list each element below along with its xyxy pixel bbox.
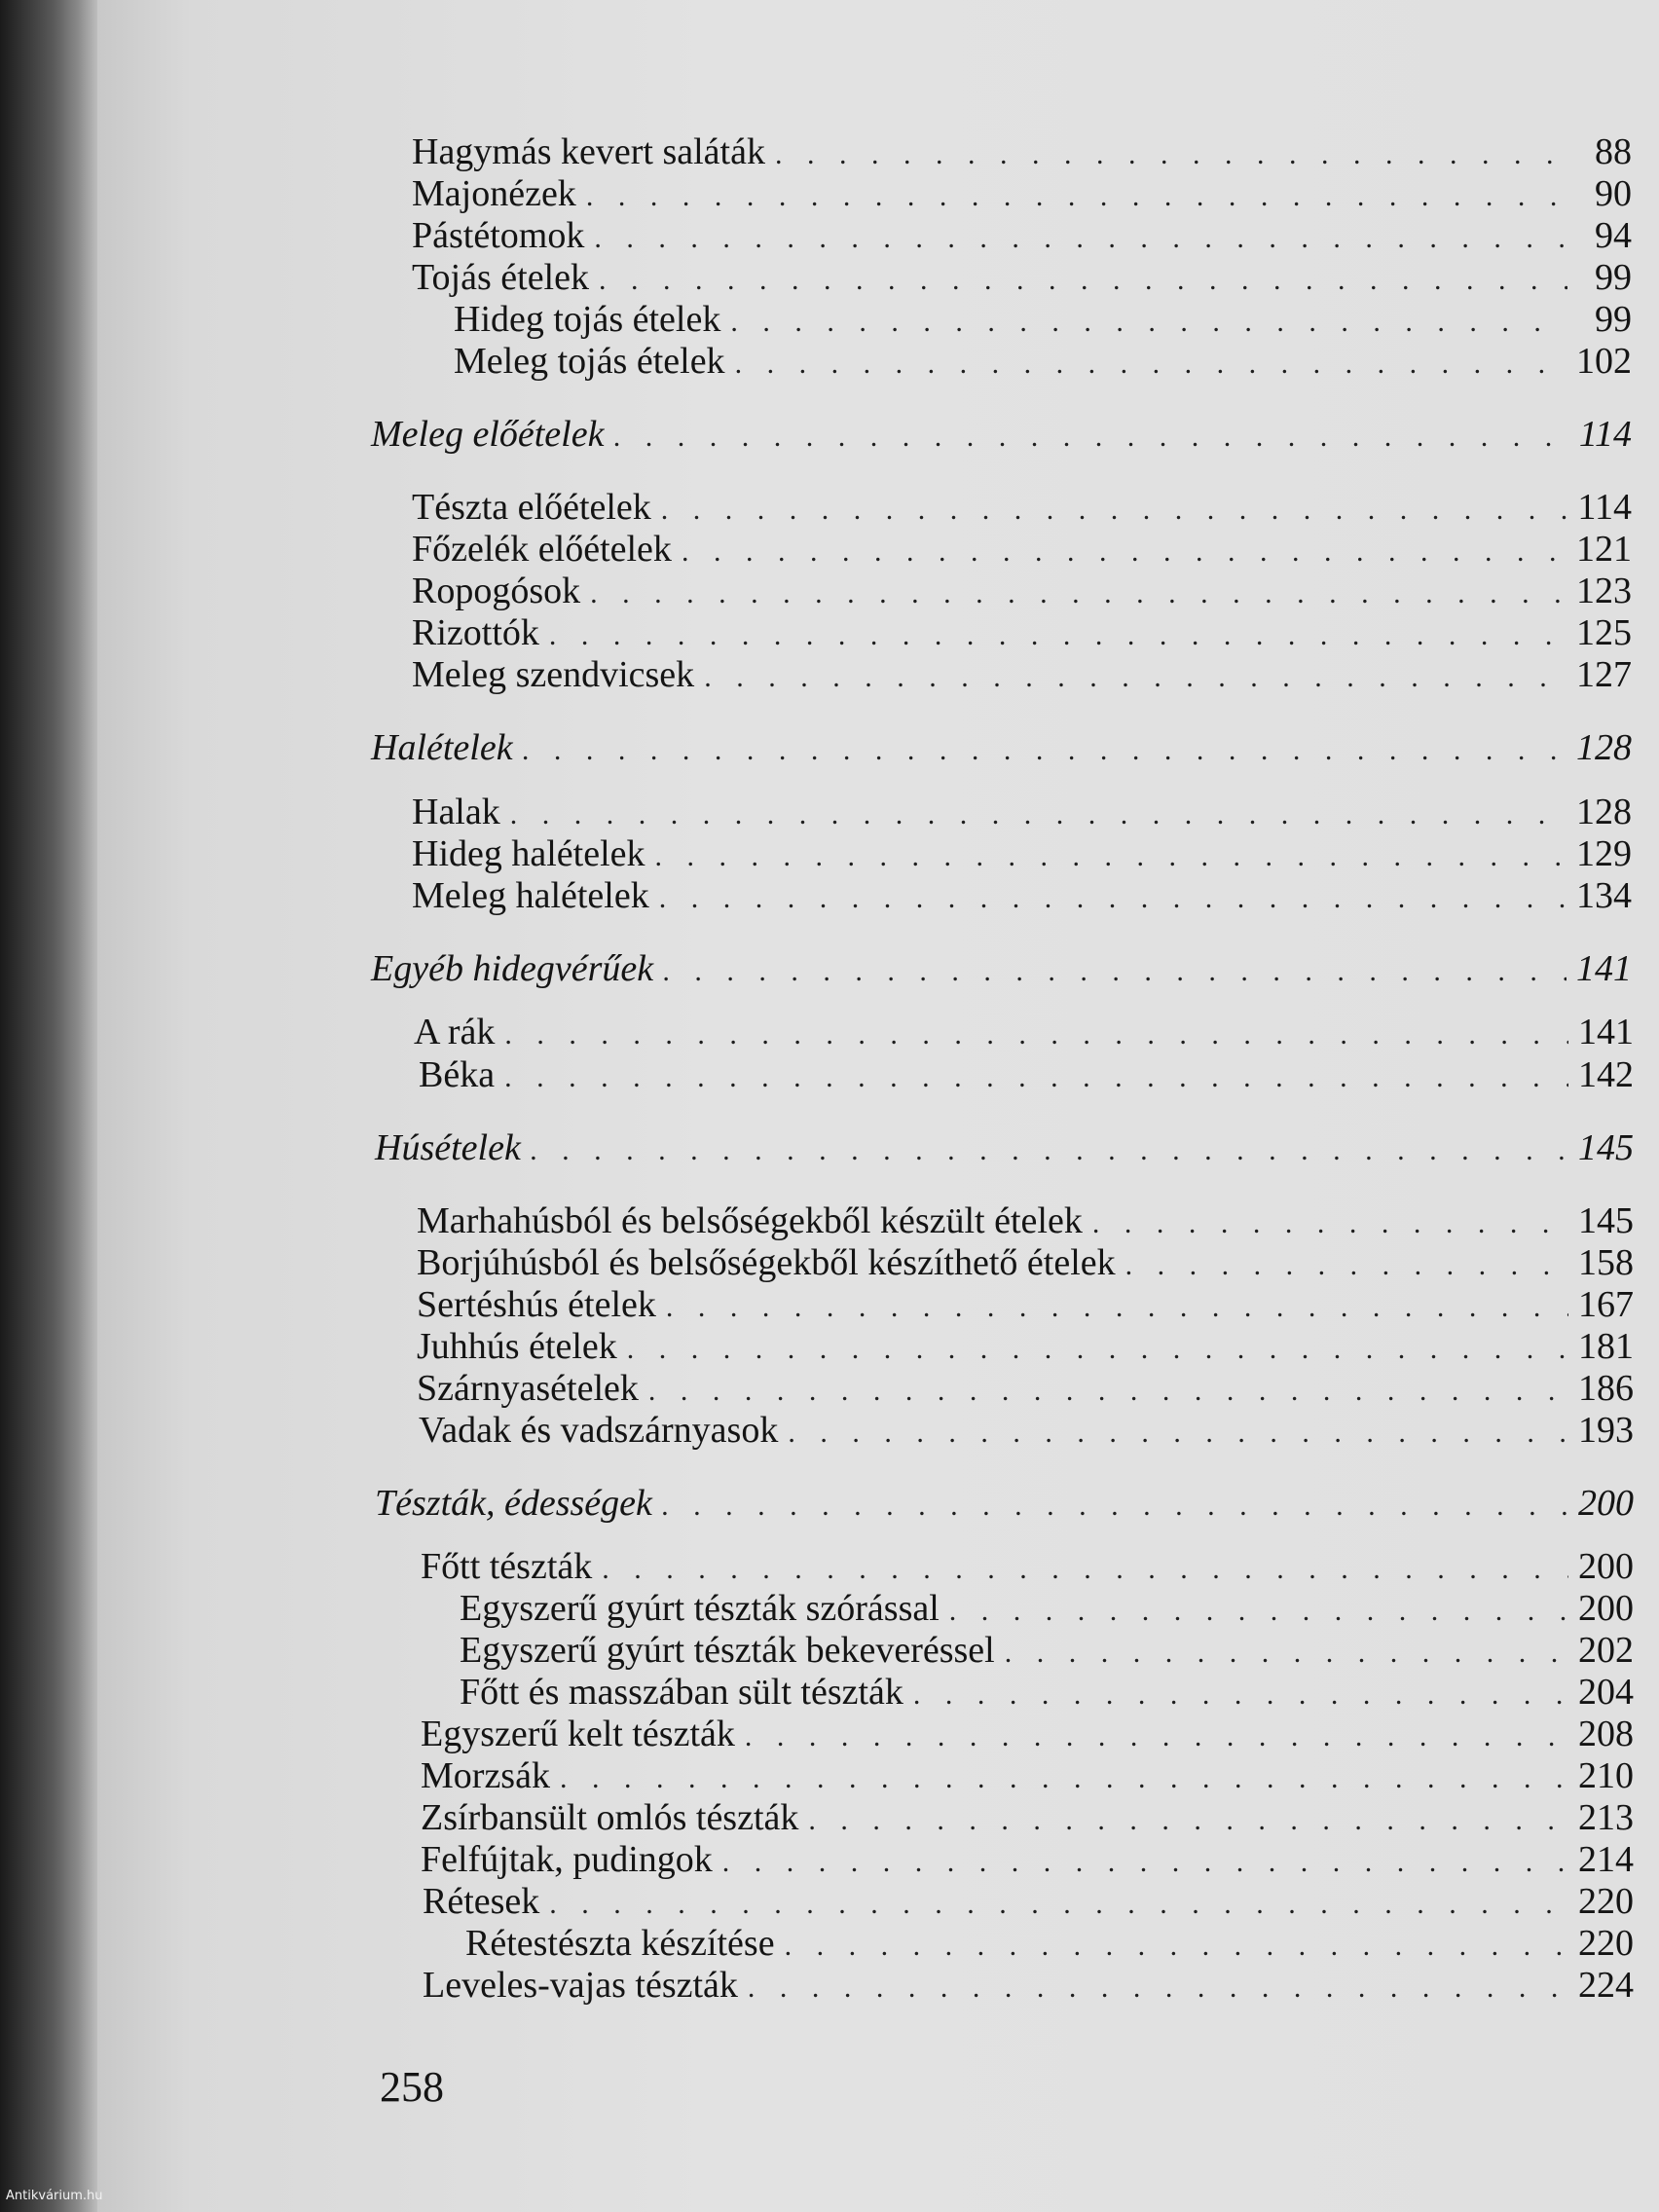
toc-entry bbox=[412, 835, 1632, 872]
toc-entry bbox=[454, 301, 1632, 338]
toc-entry-page: 127 bbox=[1576, 654, 1632, 695]
dot-leader bbox=[659, 884, 1567, 913]
toc-entry bbox=[412, 877, 1632, 914]
toc-entry bbox=[465, 1925, 1634, 1962]
toc-entry-title: Egyéb hidegvérűek bbox=[371, 948, 654, 989]
toc-entry-page: 158 bbox=[1578, 1242, 1634, 1283]
toc-section-heading bbox=[375, 1129, 1634, 1166]
toc-entry bbox=[423, 1883, 1634, 1920]
toc-entry-title: Hagymás kevert saláták bbox=[412, 131, 765, 172]
dot-leader bbox=[666, 1293, 1568, 1322]
toc-entry bbox=[412, 175, 1632, 212]
toc-entry-page: 200 bbox=[1578, 1546, 1634, 1587]
dot-leader bbox=[730, 308, 1567, 337]
dot-leader bbox=[748, 1973, 1568, 2003]
toc-entry-title: Ropogósok bbox=[412, 571, 581, 611]
toc-entry-title: Halak bbox=[412, 792, 500, 832]
page-number: 258 bbox=[380, 2063, 444, 2111]
watermark: Antikvárium.hu bbox=[6, 2189, 103, 2203]
dot-leader bbox=[613, 423, 1567, 452]
toc-entry-page: 114 bbox=[1577, 487, 1632, 528]
toc-entry-page: 224 bbox=[1578, 1965, 1634, 2006]
dot-leader bbox=[662, 1492, 1568, 1521]
dot-leader bbox=[523, 736, 1567, 765]
toc-entry-title: Meleg tojás ételek bbox=[454, 341, 725, 382]
toc-entry bbox=[417, 1370, 1634, 1407]
toc-entry bbox=[412, 217, 1632, 254]
toc-entry bbox=[417, 1286, 1634, 1323]
dot-leader bbox=[560, 1764, 1568, 1793]
dot-leader bbox=[682, 537, 1567, 567]
dot-leader bbox=[1092, 1209, 1568, 1238]
toc-entry bbox=[421, 1799, 1634, 1836]
toc-entry bbox=[412, 259, 1632, 296]
dot-leader bbox=[735, 350, 1567, 379]
dot-leader bbox=[663, 957, 1567, 986]
dot-leader bbox=[661, 496, 1567, 525]
toc-entry-title: Meleg szendvicsek bbox=[412, 654, 695, 695]
toc-entry-title: Főzelék előételek bbox=[412, 529, 672, 570]
toc-section-heading bbox=[371, 729, 1632, 766]
toc-entry bbox=[412, 572, 1632, 609]
toc-entry-page: 123 bbox=[1576, 571, 1632, 611]
toc-entry-page: 193 bbox=[1578, 1410, 1634, 1451]
toc-entry-title: Rétestészta készítése bbox=[465, 1923, 775, 1964]
toc-entry-title: Pástétomok bbox=[412, 215, 585, 256]
toc-entry-page: 102 bbox=[1576, 341, 1632, 382]
toc-entry bbox=[421, 1841, 1634, 1878]
toc-entry-title: Rétesek bbox=[423, 1881, 540, 1922]
toc-entry-page: 200 bbox=[1578, 1483, 1634, 1524]
dot-leader bbox=[586, 182, 1567, 211]
toc-entry-page: 186 bbox=[1578, 1368, 1634, 1409]
dot-leader bbox=[655, 842, 1567, 871]
toc-entry-page: 202 bbox=[1578, 1630, 1634, 1671]
toc-entry-title: Vadak és vadszárnyasok bbox=[419, 1410, 779, 1451]
toc-entry-title: Főtt tészták bbox=[421, 1546, 593, 1587]
toc-entry-title: Szárnyasételek bbox=[417, 1368, 639, 1409]
toc-entry-title: Béka bbox=[419, 1054, 496, 1095]
toc-entry-page: 128 bbox=[1576, 727, 1632, 768]
toc-entry-title: Tojás ételek bbox=[412, 257, 589, 298]
dot-leader bbox=[808, 1806, 1568, 1835]
dot-leader bbox=[599, 266, 1567, 295]
dot-leader bbox=[785, 1932, 1568, 1961]
toc-entry-page: 129 bbox=[1576, 833, 1632, 874]
toc-entry-title: Tészták, édességek bbox=[375, 1483, 652, 1524]
toc-entry bbox=[412, 133, 1632, 170]
toc-entry-title: A rák bbox=[414, 1012, 496, 1052]
toc-entry bbox=[417, 1244, 1634, 1281]
toc-entry-page: 214 bbox=[1578, 1839, 1634, 1880]
toc-entry bbox=[454, 343, 1632, 380]
toc-entry-page: 99 bbox=[1595, 257, 1632, 298]
dot-leader bbox=[788, 1419, 1568, 1448]
toc-entry bbox=[421, 1715, 1634, 1752]
toc-entry-page: 208 bbox=[1578, 1714, 1634, 1754]
toc-entry-title: Leveles-vajas tészták bbox=[423, 1965, 738, 2006]
dot-leader bbox=[594, 224, 1567, 253]
toc-entry bbox=[460, 1590, 1634, 1627]
toc-entry bbox=[419, 1056, 1634, 1093]
toc-entry-page: 125 bbox=[1576, 612, 1632, 653]
toc-entry bbox=[412, 531, 1632, 568]
toc-entry-page: 121 bbox=[1576, 529, 1632, 570]
toc-entry-page: 142 bbox=[1578, 1054, 1634, 1095]
toc-entry-page: 88 bbox=[1595, 131, 1632, 172]
dot-leader bbox=[549, 1890, 1568, 1919]
toc-entry-title: Meleg halételek bbox=[412, 875, 649, 916]
toc-entry-page: 134 bbox=[1576, 875, 1632, 916]
toc-entry-page: 145 bbox=[1578, 1200, 1634, 1241]
toc-section-heading bbox=[375, 1485, 1634, 1522]
toc-entry bbox=[460, 1674, 1634, 1711]
toc-entry-title: Egyszerű gyúrt tészták bekeveréssel bbox=[460, 1630, 995, 1671]
toc-entry-title: Borjúhúsból és belsőségekből készíthető ételek bbox=[417, 1242, 1116, 1283]
toc-entry bbox=[423, 1967, 1634, 2004]
dot-leader bbox=[745, 1722, 1568, 1751]
toc-entry-title: Morzsák bbox=[421, 1755, 550, 1796]
toc-entry-page: 114 bbox=[1578, 414, 1632, 455]
dot-leader bbox=[510, 800, 1567, 830]
dot-leader bbox=[648, 1377, 1568, 1406]
toc-entry-page: 99 bbox=[1595, 299, 1632, 340]
toc-entry-title: Egyszerű kelt tészták bbox=[421, 1714, 735, 1754]
toc-entry-title: Marhahúsból és belsőségekből készült ételek bbox=[417, 1200, 1083, 1241]
dot-leader bbox=[531, 1136, 1568, 1165]
toc-entry-page: 204 bbox=[1578, 1672, 1634, 1713]
toc-entry-page: 141 bbox=[1578, 1012, 1634, 1052]
dot-leader bbox=[602, 1555, 1568, 1584]
toc-entry bbox=[412, 489, 1632, 526]
dot-leader bbox=[1005, 1639, 1568, 1668]
toc-entry-page: 94 bbox=[1595, 215, 1632, 256]
toc-entry-title: Hideg halételek bbox=[412, 833, 645, 874]
toc-entry bbox=[412, 793, 1632, 830]
toc-entry-title: Majonézek bbox=[412, 173, 576, 214]
toc-entry-page: 213 bbox=[1578, 1797, 1634, 1838]
toc-entry-page: 220 bbox=[1578, 1881, 1634, 1922]
toc-entry-title: Juhhús ételek bbox=[417, 1326, 617, 1367]
dot-leader bbox=[504, 1020, 1568, 1050]
dot-leader bbox=[590, 579, 1567, 608]
toc-entry bbox=[417, 1202, 1634, 1239]
toc-entry-title: Hideg tojás ételek bbox=[454, 299, 721, 340]
toc-section-heading bbox=[371, 950, 1632, 987]
dot-leader bbox=[913, 1680, 1568, 1710]
toc-entry-page: 210 bbox=[1578, 1755, 1634, 1796]
toc-entry bbox=[417, 1328, 1634, 1365]
dot-leader bbox=[775, 140, 1567, 169]
toc-entry-title: Húsételek bbox=[375, 1127, 521, 1168]
toc-entry bbox=[421, 1757, 1634, 1794]
dot-leader bbox=[722, 1848, 1568, 1877]
toc-entry-title: Főtt és masszában sült tészták bbox=[460, 1672, 903, 1713]
toc-entry-title: Meleg előételek bbox=[371, 414, 605, 455]
dot-leader bbox=[704, 663, 1567, 692]
toc-entry-page: 141 bbox=[1576, 948, 1632, 989]
dot-leader bbox=[504, 1063, 1568, 1092]
toc-entry-title: Felfújtak, pudingok bbox=[421, 1839, 713, 1880]
toc-entry-page: 90 bbox=[1595, 173, 1632, 214]
toc-section-heading bbox=[371, 416, 1632, 453]
toc-entry bbox=[414, 1014, 1634, 1051]
dot-leader bbox=[549, 621, 1567, 650]
toc-entry bbox=[419, 1412, 1634, 1449]
toc-entry-page: 167 bbox=[1578, 1284, 1634, 1325]
toc-entry-page: 220 bbox=[1578, 1923, 1634, 1964]
toc-entry-title: Zsírbansült omlós tészták bbox=[421, 1797, 799, 1838]
toc-entry-page: 145 bbox=[1578, 1127, 1634, 1168]
toc-entry-title: Egyszerű gyúrt tészták szórással bbox=[460, 1588, 940, 1629]
toc-entry-page: 200 bbox=[1578, 1588, 1634, 1629]
toc-entry-page: 181 bbox=[1578, 1326, 1634, 1367]
dot-leader bbox=[627, 1335, 1568, 1364]
toc-entry bbox=[412, 614, 1632, 651]
toc-entry-page: 128 bbox=[1576, 792, 1632, 832]
toc-entry bbox=[460, 1632, 1634, 1669]
toc-entry bbox=[421, 1548, 1634, 1585]
dot-leader bbox=[1125, 1251, 1568, 1280]
toc-entry-title: Halételek bbox=[371, 727, 513, 768]
toc-entry bbox=[412, 656, 1632, 693]
toc-entry-title: Sertéshús ételek bbox=[417, 1284, 656, 1325]
dot-leader bbox=[949, 1597, 1568, 1626]
toc-entry-title: Rizottók bbox=[412, 612, 539, 653]
toc-entry-title: Tészta előételek bbox=[412, 487, 651, 528]
